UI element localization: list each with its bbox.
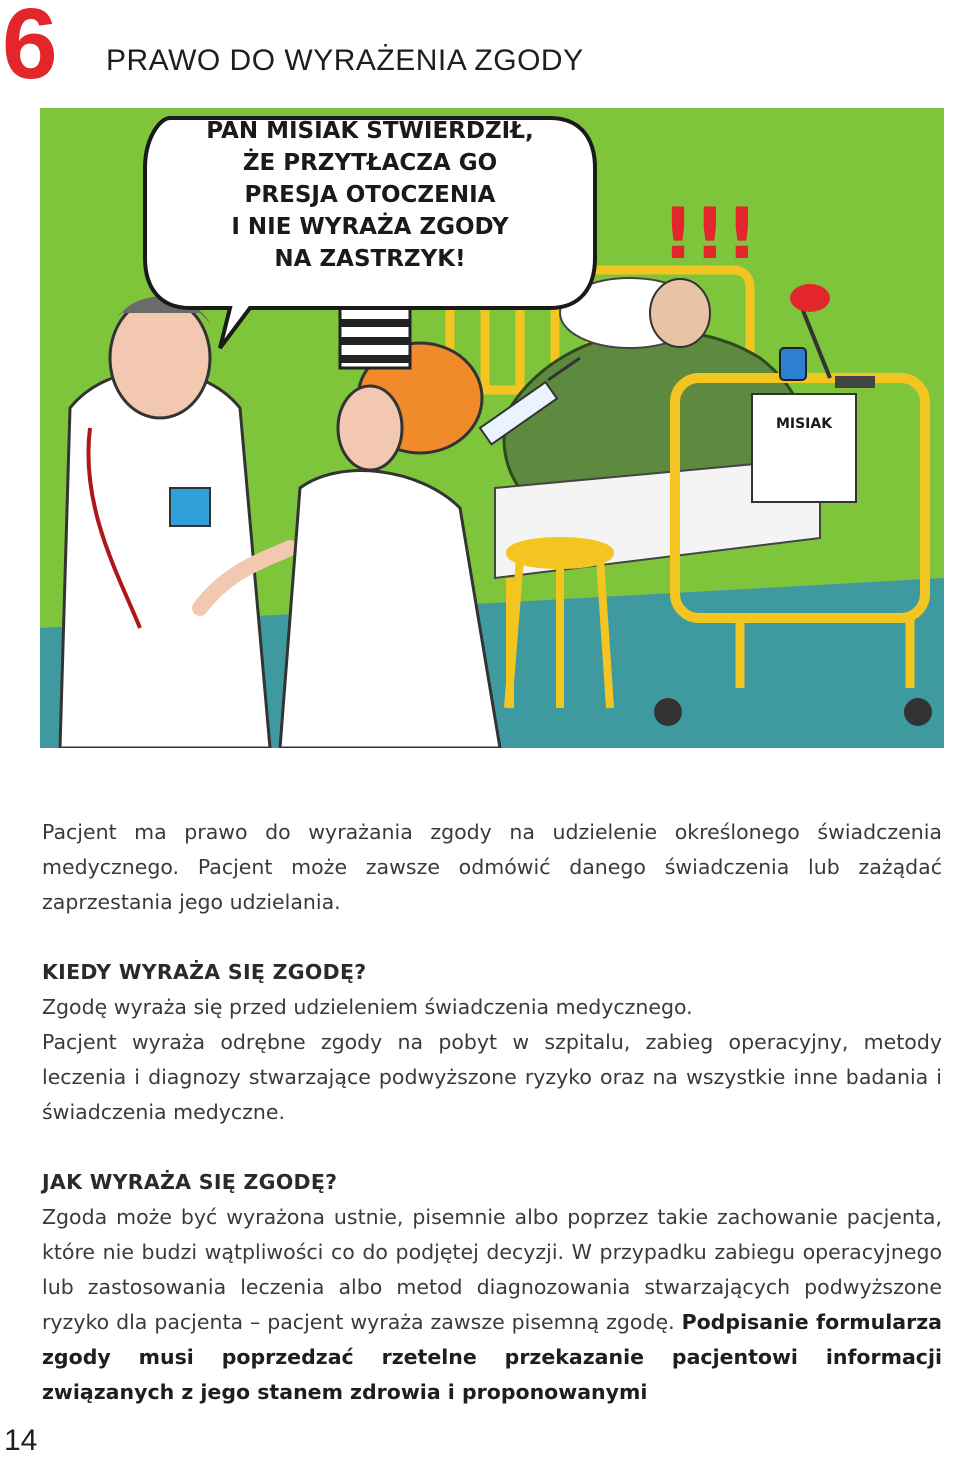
mug <box>780 348 806 380</box>
intro-paragraph: Pacjent ma prawo do wyrażania zgody na udzielenie określonego świadczenia medycznego. Pacjent może zawsze odmówić danego świadczenia lub zażądać zaprzestania jego udzielania. <box>42 820 942 914</box>
speech-line-4: I NIE WYRAŻA ZGODY <box>231 214 509 240</box>
section-when-line: Zgodę wyraża się przed udzieleniem świadczenia medycznego. <box>42 995 693 1019</box>
section-how-paragraph <box>42 1200 942 1410</box>
chapter-number: 6 <box>2 0 58 100</box>
body-text <box>42 815 942 1410</box>
chapter-title: PRAWO DO WYRAŻENIA ZGODY <box>106 44 584 77</box>
section-how-bold-text: Podpisanie formularza zgody musi poprzedzać rzetelne przekazanie pacjentowi informacji związanych z jego stanem zdrowia i proponowanymi <box>42 1310 942 1404</box>
bed-name-label: MISIAK <box>775 416 833 432</box>
section-when-paragraph: Pacjent wyraża odrębne zgody na pobyt w szpitalu, zabieg operacyjny, metody leczenia i diagnozy stwarzające podwyższone ryzyko oraz na wszystkie inne badania i świadczenia medyczne. <box>42 1030 942 1124</box>
section-heading-when: KIEDY WYRAŻA SIĘ ZGODĘ? <box>42 960 367 984</box>
speech-line-2: ŻE PRZYTŁACZA GO <box>242 150 498 176</box>
speech-line-3: PRESJA OTOCZENIA <box>244 182 496 208</box>
nurse-cap <box>340 308 410 368</box>
cartoon-illustration <box>40 108 944 748</box>
page-number: 14 <box>4 1424 38 1457</box>
speech-line-1: PAN MISIAK STWIERDZIŁ, <box>206 118 534 144</box>
section-how-text: Zgoda może być wyrażona ustnie, pisemnie albo poprzez takie zachowanie pacjenta, które nie budzi wątpliwości co do podjętej decyzji. W przypadku zabiegu operacyjnego lub zastosowania leczenia albo metod diagnozowania stwarzających podwyższone ryzyko dla pacjenta – pacjent wyraża zawsze pisemną zgodę. <box>42 1205 942 1334</box>
section-heading-how: JAK WYRAŻA SIĘ ZGODĘ? <box>42 1170 338 1194</box>
speech-line-5: NA ZASTRZYK! <box>274 246 466 272</box>
exclamation-marks: !!! <box>662 193 758 275</box>
patient-head <box>650 279 710 347</box>
